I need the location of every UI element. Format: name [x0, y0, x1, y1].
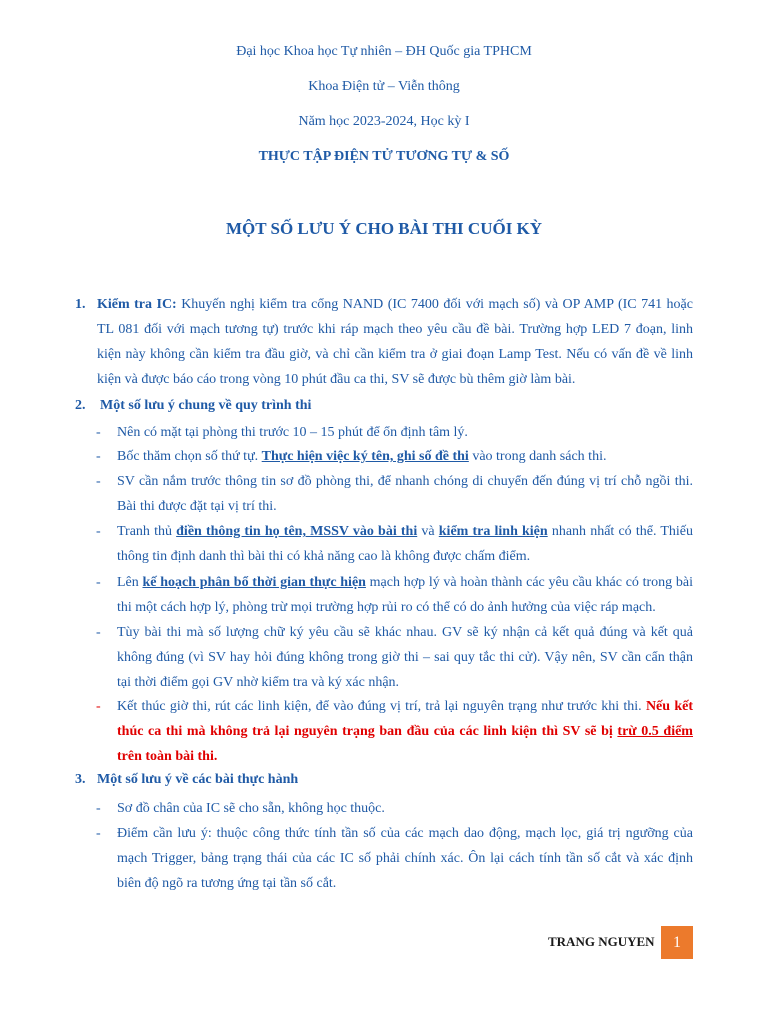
section-number: 3.	[75, 772, 86, 787]
text-run: vào trong danh sách thi.	[468, 449, 607, 464]
section-2-heading	[75, 398, 311, 414]
dash-bullet: -	[96, 449, 101, 464]
text-run: Tranh thủ	[117, 524, 177, 539]
dash-bullet: -	[96, 575, 101, 590]
section-heading: Một số lưu ý về các bài thực hành	[97, 772, 299, 787]
warning-text: trên toàn bài thi.	[117, 749, 218, 764]
text-run: Bốc thăm chọn số thứ tự.	[117, 449, 262, 464]
list-item	[96, 444, 693, 469]
dash-bullet: -	[96, 425, 101, 440]
section-1	[75, 292, 693, 392]
dash-bullet: -	[96, 801, 101, 816]
document-title: MỘT SỐ LƯU Ý CHO BÀI THI CUỐI KỲ	[225, 219, 543, 238]
list-item	[96, 620, 693, 695]
text-run: mạch hợp lý và hoàn thành các yêu cầu khác có trong bài thi một cách hợp lý, phòng trừ mọi trường hợp rủi ro có thể có do ảnh hưởng của việc ráp mạch.	[117, 575, 693, 615]
school-year-line: Năm học 2023-2024, Học kỳ I	[298, 114, 470, 129]
emphasis-text: Thực hiện việc ký tên, ghi số đề thi	[261, 449, 469, 464]
section-heading: Một số lưu ý chung về quy trình thi	[100, 398, 312, 413]
section-body: Khuyến nghị kiểm tra cổng NAND (IC 7400 đối với mạch số) và OP AMP (IC 741 hoặc TL 081 đối với mạch tương tự) trước khi ráp mạch theo yêu cầu đề bài. Trường hợp LED 7 đoạn, linh kiện này không cần kiểm tra đầu giờ, và chỉ cần kiểm tra ở giai đoạn Lamp Test. Nếu có vấn đề về linh kiện và được báo cáo trong vòng 10 phút đầu ca thi, SV sẽ được bù thêm giờ làm bài.	[97, 297, 693, 387]
faculty-line: Khoa Điện tử – Viễn thông	[308, 79, 460, 94]
list-item-text: Sơ đồ chân của IC sẽ cho sẵn, không học thuộc.	[117, 801, 385, 816]
text-run: và	[417, 524, 439, 539]
dash-bullet: -	[96, 699, 101, 714]
list-item-text: Nên có mặt tại phòng thi trước 10 – 15 phút để ổn định tâm lý.	[117, 425, 468, 440]
text-run: Kết thúc giờ thi, rút các linh kiện, để vào đúng vị trí, trả lại nguyên trạng như trước khi thi.	[117, 699, 646, 714]
text-run: Lên	[117, 575, 143, 590]
list-item	[96, 519, 693, 569]
emphasis-text: kế hoạch phân bổ thời gian thực hiện	[142, 575, 366, 590]
dash-bullet: -	[96, 826, 101, 841]
section-number: 2.	[75, 398, 86, 413]
dash-bullet: -	[96, 625, 101, 640]
section-number: 1.	[75, 297, 86, 312]
list-item-text: Điểm cần lưu ý: thuộc công thức tính tần số của các mạch dao động, mạch lọc, giá trị ngưỡng của mạch Trigger, bảng trạng thái của các IC số phải chính xác. Ôn lại cách tính tần số cắt và xác định biên độ ngõ ra tương ứng tại tần số cắt.	[117, 826, 693, 891]
list-item	[96, 469, 693, 519]
section-heading: Kiểm tra IC:	[97, 297, 177, 312]
university-line: Đại học Khoa học Tự nhiên – ĐH Quốc gia TPHCM	[236, 44, 532, 59]
course-title: THỰC TẬP ĐIỆN TỬ TƯƠNG TỰ & SỐ	[258, 149, 510, 164]
text-run: nhanh nhất có thể. Thiếu thông tin định danh thì bài thi có khả năng cao là không được chấm điểm.	[117, 524, 693, 564]
list-item-text: SV cần nắm trước thông tin sơ đồ phòng thi, để nhanh chóng di chuyển đến đúng vị trí chỗ ngồi thi. Bài thi được đặt tại vị trí thi.	[117, 474, 693, 514]
list-item	[96, 821, 693, 896]
list-item-warning	[96, 694, 693, 769]
section-3-heading	[75, 772, 298, 788]
dash-bullet: -	[96, 474, 101, 489]
penalty-text: trừ 0.5 điểm	[617, 724, 693, 739]
dash-bullet: -	[96, 524, 101, 539]
list-item	[96, 570, 693, 620]
page-number-badge: 1	[661, 926, 693, 959]
emphasis-text: kiểm tra linh kiện	[438, 524, 548, 539]
warning-text: Nếu kết thúc ca thi mà không trả lại nguyên trạng ban đầu của các linh kiện thì SV sẽ bị	[117, 699, 693, 739]
footer-author: TRANG NGUYEN	[548, 934, 655, 949]
list-item-text: Tùy bài thi mà số lượng chữ ký yêu cầu sẽ khác nhau. GV sẽ ký nhận cả kết quả đúng và kết quả không đúng (vì SV hay hỏi đúng không trong giờ thi – sai quy tắc thi cử). Vậy nên, SV cần cẩn thận tại thời điểm gọi GV nhờ kiểm tra và ký xác nhận.	[117, 625, 693, 690]
list-item	[96, 796, 693, 821]
emphasis-text: điền thông tin họ tên, MSSV vào bài thi	[176, 524, 418, 539]
list-item	[96, 420, 693, 445]
